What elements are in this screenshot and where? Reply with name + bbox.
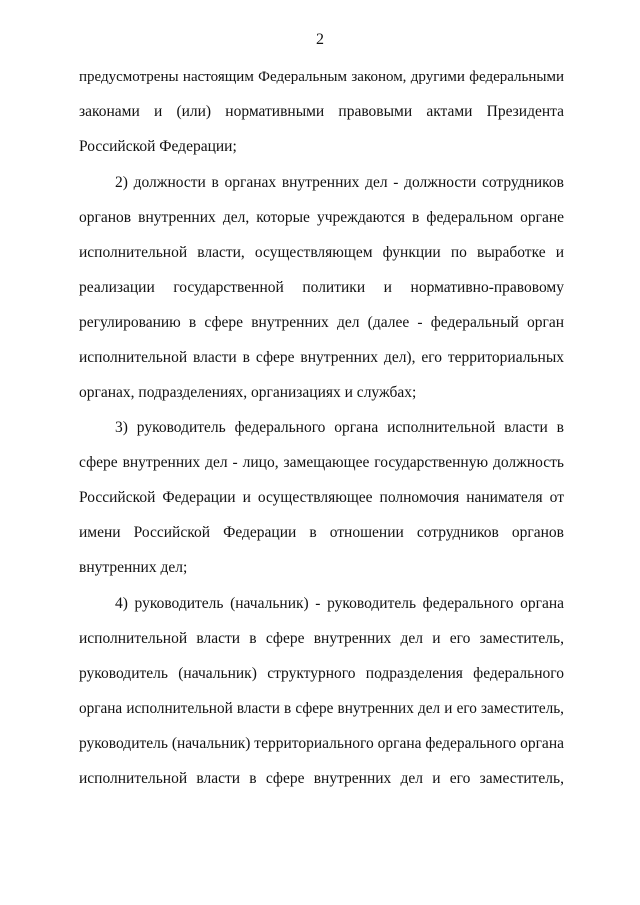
text-line: регулированию в сфере внутренних дел (далее - федеральный орган [79, 314, 564, 331]
paragraph-4-first-line: 4) руководитель (начальник) - руководитель федерального органа [115, 595, 564, 612]
text-line: руководитель (начальник) структурного подразделения федерального [79, 665, 564, 682]
text-line: Российской Федерации и осуществляющее полномочия нанимателя от [79, 489, 564, 506]
text-line: законами и (или) нормативными правовыми актами Президента [79, 103, 564, 120]
text-line: Российской Федерации; [79, 138, 237, 155]
text-line: руководитель (начальник) территориального органа федерального органа [79, 735, 564, 752]
paragraph-2-first-line: 2) должности в органах внутренних дел - должности сотрудников [115, 174, 564, 191]
text-line: исполнительной власти в сфере внутренних дел и его заместитель, [79, 630, 564, 647]
text-line: внутренних дел; [79, 559, 188, 576]
text-line: органов внутренних дел, которые учреждаются в федеральном органе [79, 209, 564, 226]
text-line: исполнительной власти, осуществляющем функции по выработке и [79, 244, 564, 261]
text-line: исполнительной власти в сфере внутренних дел и его заместитель, [79, 770, 564, 787]
paragraph-3-first-line: 3) руководитель федерального органа исполнительной власти в [115, 419, 564, 436]
text-line: сфере внутренних дел - лицо, замещающее государственную должность [79, 454, 564, 471]
text-line: предусмотрены настоящим Федеральным законом, другими федеральными [79, 69, 564, 85]
text-line: органа исполнительной власти в сфере внутренних дел и его заместитель, [79, 700, 564, 717]
page-number: 2 [316, 31, 324, 48]
text-line: имени Российской Федерации в отношении сотрудников органов [79, 524, 564, 541]
text-line: органах, подразделениях, организациях и службах; [79, 384, 417, 401]
text-line: реализации государственной политики и нормативно-правовому [79, 279, 564, 296]
text-line: исполнительной власти в сфере внутренних дел), его территориальных [79, 349, 564, 366]
